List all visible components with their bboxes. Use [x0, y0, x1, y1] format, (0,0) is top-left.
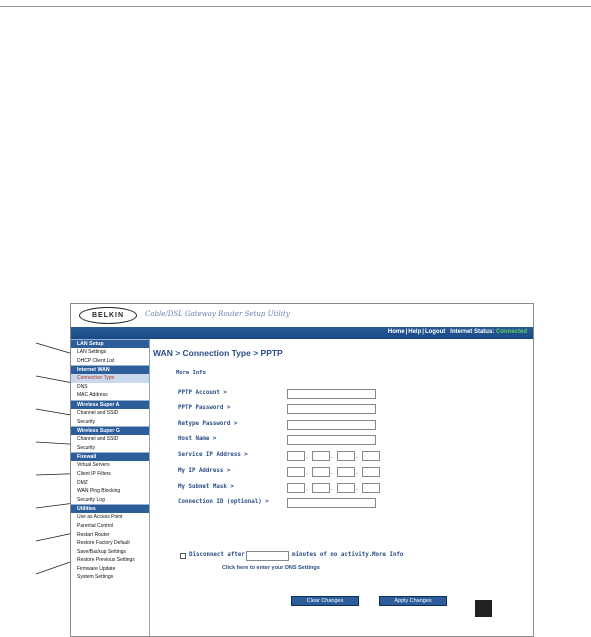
disconnect-suffix: minutes of no activity.	[292, 552, 373, 558]
sidebar-item-dhcp-client-list[interactable]: DHCP Client List	[77, 357, 115, 364]
subnet-octet-3[interactable]	[337, 483, 355, 493]
sidebar-item-dmz[interactable]: DMZ	[77, 479, 88, 486]
pptp-password-label: PPTP Password >	[178, 405, 231, 411]
pptp-account-label: PPTP Account >	[178, 390, 227, 396]
sidebar-item-access-point[interactable]: Use as Access Point	[77, 514, 123, 521]
sidebar-item-channel-ssid-g[interactable]: Channel and SSID	[77, 436, 119, 443]
connection-id-input[interactable]	[287, 498, 376, 508]
my-ip-octet-2[interactable]	[312, 467, 330, 477]
subnet-octet-2[interactable]	[312, 483, 330, 493]
sidebar-section-internet-wan: Internet WAN	[71, 365, 149, 374]
sidebar-item-mac-address[interactable]: MAC Address	[77, 392, 108, 399]
subnet-octet-1[interactable]	[287, 483, 305, 493]
sidebar-item-wan-ping-blocking[interactable]: WAN Ping Blocking	[77, 488, 121, 495]
disconnect-label: Disconnect after	[189, 552, 245, 558]
sidebar-item-client-ip-filters[interactable]: Client IP Filters	[77, 470, 111, 477]
my-ip-octet-4[interactable]	[362, 467, 380, 477]
subnet-octet-4[interactable]	[362, 483, 380, 493]
apply-changes-button[interactable]: Apply Changes	[379, 596, 447, 606]
service-ip-octet-4[interactable]	[362, 451, 380, 461]
router-screenshot	[70, 303, 534, 637]
service-ip-octet-1[interactable]	[287, 451, 305, 461]
pptp-password-input[interactable]	[287, 404, 376, 414]
service-ip-label: Service IP Address >	[178, 452, 248, 458]
sidebar-item-parental-control[interactable]: Parental Control	[77, 522, 114, 529]
belkin-logo: BELKIN	[79, 307, 137, 324]
sidebar-item-connection-type[interactable]: Connection Type	[71, 374, 149, 383]
sidebar-item-restart-router[interactable]: Restart Router	[77, 531, 110, 538]
service-ip-octet-3[interactable]	[337, 451, 355, 461]
internet-status-value: Connected	[495, 329, 527, 335]
sidebar-item-save-backup[interactable]: Save/Backup Settings	[77, 548, 126, 555]
dns-settings-link[interactable]: Click here to enter your DNS Settings	[222, 565, 320, 571]
sidebar-item-security-a[interactable]: Security	[77, 418, 96, 425]
retype-password-input[interactable]	[287, 420, 376, 430]
my-ip-octet-3[interactable]	[337, 467, 355, 477]
connection-id-label: Connection ID (optional) >	[178, 499, 269, 505]
sidebar-item-dns[interactable]: DNS	[77, 383, 88, 390]
disconnect-checkbox[interactable]	[180, 553, 186, 559]
home-link[interactable]: Home	[387, 329, 405, 335]
host-name-label: Host Name >	[178, 436, 217, 442]
sidebar-item-lan-settings[interactable]: LAN Settings	[77, 349, 107, 355]
app-header	[71, 304, 533, 327]
sidebar-item-firmware-update[interactable]: Firmware Update	[77, 565, 116, 572]
disconnect-minutes-input[interactable]	[246, 551, 289, 561]
sidebar-item-security-log[interactable]: Security Log	[77, 496, 105, 503]
sidebar-section-wireless-super-g: Wireless Super G	[71, 426, 149, 435]
main-content: WAN > Connection Type > PPTP More Info PPTP Account > PPTP Password > Retype Password > Host Name > Service IP Address > . . . My IP Address > . . . My Subnet Mask > . . . Connection ID (optional) > Disconnect after minutes of no activity. More Info Click here to enter your DNS Settings Clear Changes Apply Changes	[151, 339, 533, 637]
service-ip-octet-2[interactable]	[312, 451, 330, 461]
logout-link[interactable]: Logout	[424, 329, 446, 335]
help-link[interactable]: Help	[408, 329, 422, 335]
subnet-mask-label: My Subnet Mask >	[178, 484, 234, 490]
sidebar-item-security-g[interactable]: Security	[77, 444, 96, 451]
sidebar-item-restore-previous[interactable]: Restore Previous Settings	[77, 557, 135, 564]
internet-status-label: Internet Status:	[450, 329, 495, 335]
sidebar-section-wireless-super-a: Wireless Super A	[71, 400, 149, 409]
sidebar-item-restore-factory[interactable]: Restore Factory Default	[77, 540, 130, 547]
page-title: WAN > Connection Type > PPTP	[153, 348, 283, 358]
sidebar-section-lan-setup: LAN Setup	[71, 339, 149, 348]
sidebar-section-firewall: Firewall	[71, 452, 149, 461]
sidebar-item-system-settings[interactable]: System Settings	[77, 574, 114, 581]
top-nav-bar: Home|Help|Logout Internet Status: Connected	[71, 327, 533, 339]
more-info-link[interactable]: More Info	[176, 370, 206, 376]
callout-marker	[475, 600, 492, 617]
app-title: Cable/DSL Gateway Router Setup Utility	[145, 310, 290, 318]
my-ip-octet-1[interactable]	[287, 467, 305, 477]
clear-changes-button[interactable]: Clear Changes	[291, 596, 359, 606]
host-name-input[interactable]	[287, 435, 376, 445]
page-rule	[0, 6, 591, 7]
sidebar-section-utilities: Utilities	[71, 504, 149, 513]
pptp-account-input[interactable]	[287, 389, 376, 399]
sidebar-item-virtual-servers[interactable]: Virtual Servers	[77, 462, 110, 469]
sidebar-item-channel-ssid-a[interactable]: Channel and SSID	[77, 409, 119, 416]
sidebar	[71, 339, 150, 637]
disconnect-more-info-link[interactable]: More Info	[372, 552, 404, 558]
retype-password-label: Retype Password >	[178, 421, 238, 427]
my-ip-label: My IP Address >	[178, 468, 231, 474]
